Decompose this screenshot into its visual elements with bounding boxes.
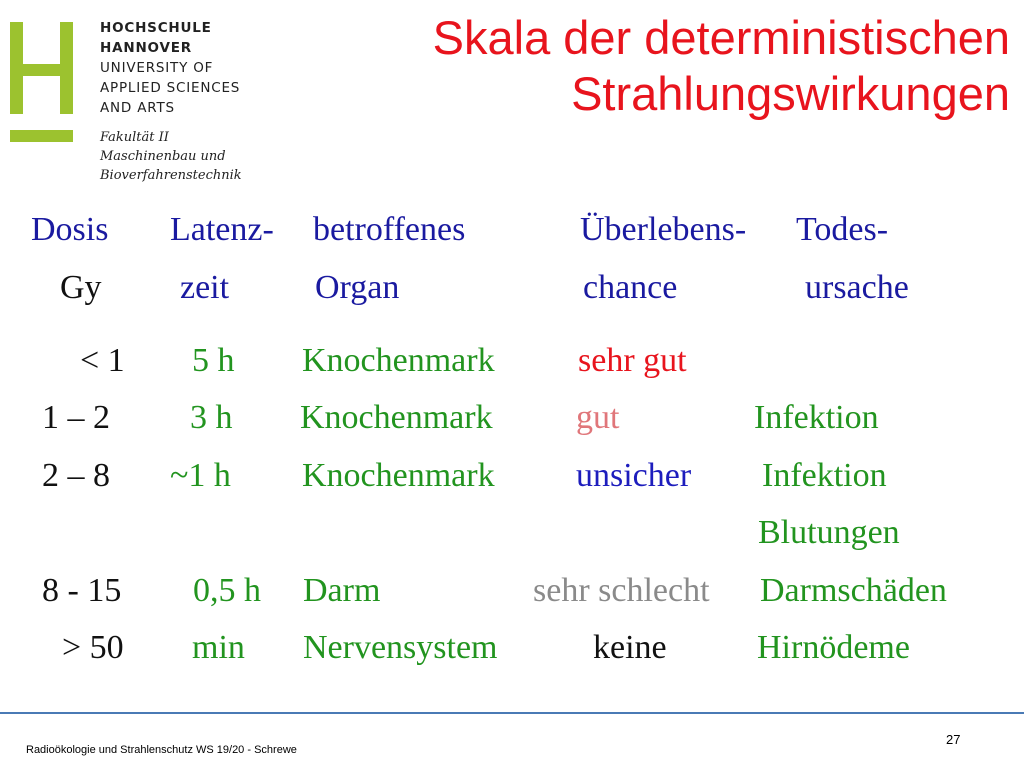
- logo-line-1: HOCHSCHULE: [100, 20, 212, 36]
- row-4-cause: Darmschäden: [760, 572, 947, 609]
- header-death-2: ursache: [805, 269, 909, 306]
- logo-line-3: UNIVERSITY OF: [100, 60, 214, 76]
- header-organ-2: Organ: [315, 269, 400, 306]
- header-death-1: Todes-: [796, 211, 889, 248]
- faculty-name: [100, 128, 242, 185]
- row-5-cause: Hirnödeme: [757, 629, 910, 666]
- row-1-organ: Knochenmark: [302, 342, 495, 379]
- logo-line-4: APPLIED SCIENCES: [100, 80, 241, 96]
- faculty-line-1: Fakultät II: [100, 130, 169, 145]
- row-3-latency: ~1 h: [170, 457, 231, 494]
- row-1-survival: sehr gut: [578, 342, 687, 379]
- faculty-line-3: Bioverfahrenstechnik: [100, 168, 242, 183]
- row-4-latency: 0,5 h: [193, 572, 261, 609]
- header-dose-2: Gy: [60, 269, 102, 306]
- row-5-survival: keine: [593, 629, 667, 666]
- row-2-survival: gut: [576, 399, 620, 436]
- university-name: [100, 18, 240, 118]
- row-5-dose: > 50: [62, 629, 124, 666]
- faculty-line-2: Maschinenbau und: [100, 149, 226, 164]
- header-dose-1: Dosis: [31, 211, 109, 248]
- slide-title: [290, 10, 1010, 122]
- row-1-dose: < 1: [80, 342, 125, 379]
- row-2-latency: 3 h: [190, 399, 233, 436]
- footer-course: Radioökologie und Strahlenschutz WS 19/20 - Schrewe: [26, 744, 297, 756]
- logo-line-2: HANNOVER: [100, 40, 192, 56]
- row-3-dose: 2 – 8: [42, 457, 110, 494]
- row-2-organ: Knochenmark: [300, 399, 493, 436]
- row-1-latency: 5 h: [192, 342, 235, 379]
- university-logo-icon: [10, 22, 76, 144]
- title-line-2: Strahlungswirkungen: [571, 67, 1010, 120]
- title-line-1: Skala der deterministischen: [432, 11, 1010, 64]
- page-number: 27: [946, 732, 961, 747]
- header-survival-2: chance: [583, 269, 678, 306]
- row-5-latency: min: [192, 629, 245, 666]
- logo-line-5: AND ARTS: [100, 100, 175, 116]
- row-3-survival: unsicher: [576, 457, 692, 494]
- row-5-organ: Nervensystem: [303, 629, 498, 666]
- header-survival-1: Überlebens-: [580, 211, 747, 248]
- row-4-organ: Darm: [303, 572, 381, 609]
- header-latency-2: zeit: [180, 269, 230, 306]
- header-organ-1: betroffenes: [313, 211, 466, 248]
- row-3-cause: Infektion: [762, 457, 887, 494]
- row-2-dose: 1 – 2: [42, 399, 110, 436]
- row-2-cause: Infektion: [754, 399, 879, 436]
- footer-divider: [0, 712, 1024, 714]
- header-latency-1: Latenz-: [170, 211, 274, 248]
- row-3-cause-2: Blutungen: [758, 514, 900, 551]
- row-3-organ: Knochenmark: [302, 457, 495, 494]
- row-4-survival: sehr schlecht: [533, 572, 710, 609]
- row-4-dose: 8 - 15: [42, 572, 122, 609]
